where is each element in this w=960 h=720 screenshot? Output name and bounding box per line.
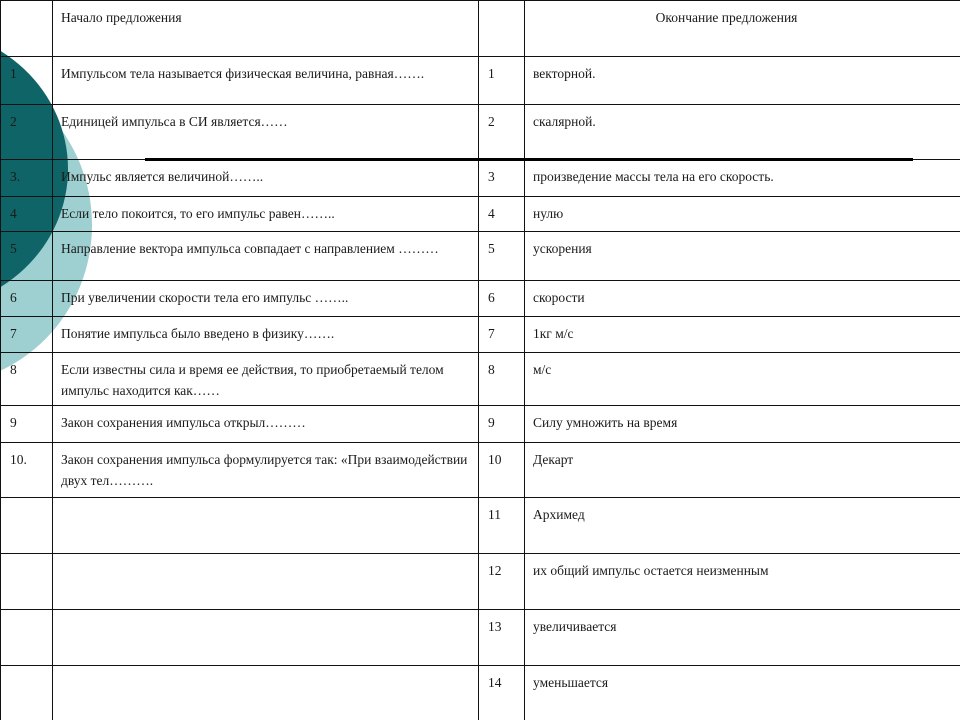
left-row-number bbox=[1, 666, 53, 720]
sentence-end: Декарт bbox=[525, 443, 960, 498]
right-row-number: 8 bbox=[479, 353, 525, 406]
horizontal-rule bbox=[145, 158, 913, 161]
sentence-end: уменьшается bbox=[525, 666, 960, 720]
sentence-start: Если известны сила и время ее действия, то приобретаемый телом импульс находится как…… bbox=[53, 353, 479, 406]
sentence-start: Закон сохранения импульса открыл……… bbox=[53, 406, 479, 443]
sentence-end: Силу умножить на время bbox=[525, 406, 960, 443]
sentence-end: скалярной. bbox=[525, 105, 960, 160]
right-row-number: 6 bbox=[479, 281, 525, 317]
left-row-number: 3. bbox=[1, 160, 53, 197]
sentence-start: Импульсом тела называется физическая величина, равная……. bbox=[53, 57, 479, 105]
table-row bbox=[1, 197, 960, 232]
left-row-number: 9 bbox=[1, 406, 53, 443]
left-row-number: 10. bbox=[1, 443, 53, 498]
right-row-number: 14 bbox=[479, 666, 525, 720]
sentence-end: Архимед bbox=[525, 498, 960, 554]
left-row-number: 2 bbox=[1, 105, 53, 160]
right-row-number: 1 bbox=[479, 57, 525, 105]
table-row bbox=[1, 406, 960, 443]
table-row bbox=[1, 232, 960, 281]
right-row-number: 10 bbox=[479, 443, 525, 498]
header-left-num bbox=[1, 1, 53, 57]
sentence-end: 1кг м/с bbox=[525, 317, 960, 353]
sentence-end: произведение массы тела на его скорость. bbox=[525, 160, 960, 197]
sentence-end: м/с bbox=[525, 353, 960, 406]
sentence-start bbox=[53, 498, 479, 554]
right-row-number: 12 bbox=[479, 554, 525, 610]
sentence-start: Направление вектора импульса совпадает с направлением ……… bbox=[53, 232, 479, 281]
sentence-start bbox=[53, 554, 479, 610]
header-right-title: Окончание предложения bbox=[525, 1, 960, 57]
table-row bbox=[1, 610, 960, 666]
sentence-start bbox=[53, 610, 479, 666]
table-row bbox=[1, 443, 960, 498]
right-row-number: 4 bbox=[479, 197, 525, 232]
sentence-end: увеличивается bbox=[525, 610, 960, 666]
sentence-end: ускорения bbox=[525, 232, 960, 281]
sentence-start bbox=[53, 666, 479, 720]
header-left-title: Начало предложения bbox=[53, 1, 479, 57]
table-row bbox=[1, 554, 960, 610]
sentence-end: скорости bbox=[525, 281, 960, 317]
left-row-number: 8 bbox=[1, 353, 53, 406]
sentence-end: векторной. bbox=[525, 57, 960, 105]
sentence-start: При увеличении скорости тела его импульс …….. bbox=[53, 281, 479, 317]
table-row bbox=[1, 160, 960, 197]
table-row bbox=[1, 666, 960, 720]
table-row bbox=[1, 498, 960, 554]
sentence-start: Закон сохранения импульса формулируется так: «При взаимодействии двух тел………. bbox=[53, 443, 479, 498]
header-right-num bbox=[479, 1, 525, 57]
right-row-number: 7 bbox=[479, 317, 525, 353]
sentence-end: нулю bbox=[525, 197, 960, 232]
table-row bbox=[1, 317, 960, 353]
right-row-number: 11 bbox=[479, 498, 525, 554]
right-row-number: 3 bbox=[479, 160, 525, 197]
left-row-number bbox=[1, 498, 53, 554]
left-row-number: 5 bbox=[1, 232, 53, 281]
table-row bbox=[1, 105, 960, 160]
right-row-number: 5 bbox=[479, 232, 525, 281]
left-row-number: 7 bbox=[1, 317, 53, 353]
right-row-number: 9 bbox=[479, 406, 525, 443]
sentence-start: Если тело покоится, то его импульс равен…….. bbox=[53, 197, 479, 232]
table-row bbox=[1, 353, 960, 406]
right-row-number: 2 bbox=[479, 105, 525, 160]
left-row-number: 6 bbox=[1, 281, 53, 317]
table-row bbox=[1, 57, 960, 105]
right-row-number: 13 bbox=[479, 610, 525, 666]
sentence-end: их общий импульс остается неизменным bbox=[525, 554, 960, 610]
table-header-row bbox=[1, 1, 960, 57]
left-row-number: 1 bbox=[1, 57, 53, 105]
sentence-start: Импульс является величиной…….. bbox=[53, 160, 479, 197]
left-row-number bbox=[1, 610, 53, 666]
sentence-start: Единицей импульса в СИ является…… bbox=[53, 105, 479, 160]
left-row-number: 4 bbox=[1, 197, 53, 232]
table-row bbox=[1, 281, 960, 317]
left-row-number bbox=[1, 554, 53, 610]
sentence-start: Понятие импульса было введено в физику……. bbox=[53, 317, 479, 353]
